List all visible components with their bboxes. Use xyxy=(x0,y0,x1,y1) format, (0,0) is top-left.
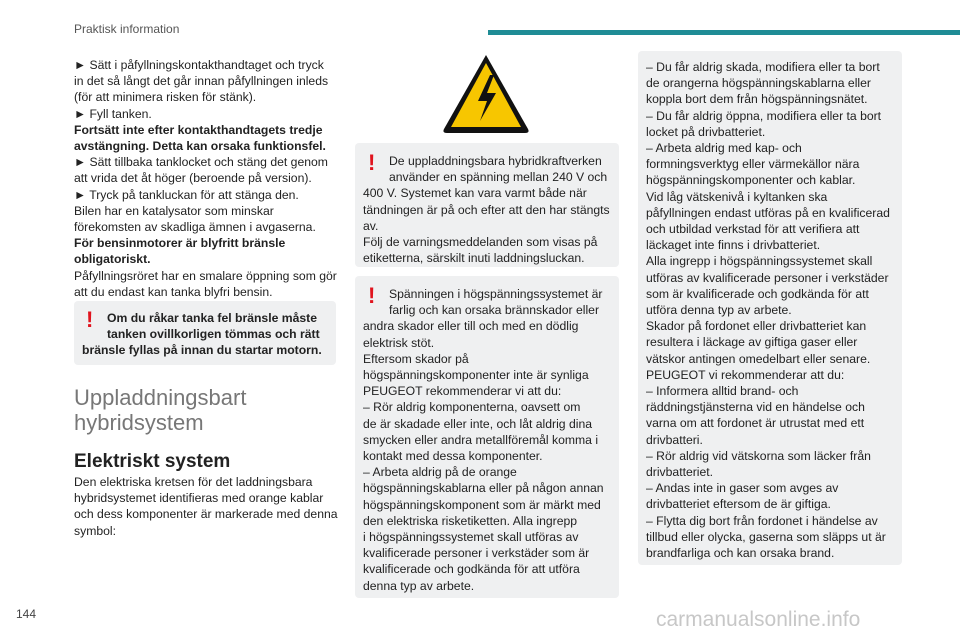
warning-line: 400 V. Systemet kan vara varmt både när xyxy=(363,186,587,201)
page-number: 144 xyxy=(16,607,37,621)
warning-line: Följ de varningsmeddelanden som visas på xyxy=(363,235,598,250)
text-line: – Rör aldrig vid vätskorna som läcker från xyxy=(646,448,871,463)
text-line: ► Fyll tanken. xyxy=(74,106,152,121)
warning-line: – Rör aldrig komponenterna, oavsett om xyxy=(363,400,581,415)
warning-line: smycken eller andra metallföremål komma i xyxy=(363,432,599,447)
electric-system-body xyxy=(74,474,344,539)
section-heading-line: hybridsystem xyxy=(74,410,204,435)
exclamation-icon: ! xyxy=(86,307,94,332)
text-line: ► Sätt i påfyllningskontakthandtaget och tryck xyxy=(74,58,324,72)
warning-line: av. xyxy=(363,218,379,233)
warning-line: PEUGEOT rekommenderar vi att du: xyxy=(363,384,562,399)
warning-line: De uppladdningsbara hybridkraftverken xyxy=(389,154,602,168)
text-line: formningsverktyg eller värmekällor nära xyxy=(646,157,860,172)
text-line: Vid låg vätskenivå i kyltanken ska xyxy=(646,189,828,204)
hv-danger-warning-text xyxy=(363,286,615,594)
text-line: – Arbeta aldrig med kap- och xyxy=(646,141,802,156)
warning-line: den elektriska risketiketten. Alla ingrepp xyxy=(363,513,578,528)
bold-line: obligatoriskt. xyxy=(74,252,151,267)
text-line: varna om att fordonet är utrustat med ett xyxy=(646,416,865,431)
text-line: PEUGEOT vi rekommenderar att du: xyxy=(646,367,845,382)
bold-line: avstängning. Detta kan orsaka funktionsfel. xyxy=(74,139,326,154)
voltage-warning-text xyxy=(363,153,615,266)
warning-line: de är skadade eller inte, och låt aldrig dina xyxy=(363,416,592,431)
text-line: hybridsystemet identifieras med orange kablar xyxy=(74,491,324,506)
text-line: Påfyllningsröret har en smalare öppning som gör xyxy=(74,268,337,283)
text-line: som är kvalificerade och godkända för att xyxy=(646,286,869,301)
warning-line: högspänningskablarna eller på någon annan xyxy=(363,481,604,496)
bold-line: För bensinmotorer är blyfritt bränsle xyxy=(74,236,286,251)
text-line: in det så långt det går innan påfyllningen inleds xyxy=(74,74,329,89)
warning-line: högspänningskomponent som är märkt med xyxy=(363,497,601,512)
warning-line: andra skador eller till och med en dödlig xyxy=(363,319,579,334)
text-line: och dess komponenter är markerade med denna xyxy=(74,507,338,522)
warning-line: kontakt med dessa komponenter. xyxy=(363,449,543,464)
column-1-text xyxy=(74,57,344,300)
subheading: Elektriskt system xyxy=(74,451,231,472)
text-line: (för att minimera risken för stänk). xyxy=(74,90,257,105)
text-line: att vrida det åt höger (beroende på version). xyxy=(74,171,312,186)
warning-line: bränsle fyllas på innan du startar motorn. xyxy=(82,343,322,358)
text-line: och utbildad verkstad för att verifiera att xyxy=(646,222,860,237)
text-line: resultera i läckage av giftiga gaser eller xyxy=(646,335,858,350)
text-line: vätskor antingen omedelbart eller senare. xyxy=(646,351,871,366)
text-line: utföras av kvalificerade personer i verkstäder xyxy=(646,270,889,285)
fuel-warning-text xyxy=(82,310,334,359)
text-line: – Informera alltid brand- och xyxy=(646,384,799,399)
text-line: locket på drivbatteriet. xyxy=(646,124,766,139)
warning-line: Spänningen i högspänningssystemet är xyxy=(389,287,603,301)
text-line: Skador på fordonet eller drivbatteriet kan xyxy=(646,319,867,334)
header-accent-bar xyxy=(488,30,960,35)
hv-instructions-text xyxy=(646,59,898,561)
warning-line: kvalificerade personer i verkstäder som är xyxy=(363,546,590,561)
section-heading-line: Uppladdningsbart xyxy=(74,385,247,410)
bold-line: Fortsätt inte efter kontakthandtagets tredje xyxy=(74,122,323,137)
warning-line: tanken ovillkorligen tömmas och rätt xyxy=(107,327,320,342)
text-line: Bilen har en katalysator som minskar xyxy=(74,203,274,218)
text-line: koppla bort dem från högspänningsnätet. xyxy=(646,92,868,107)
exclamation-icon: ! xyxy=(368,150,376,175)
text-line: drivbatteri. xyxy=(646,432,703,447)
warning-line: i högspänningssystemet skall utföras av xyxy=(363,530,579,545)
text-line: – Du får aldrig öppna, modifiera eller ta bort xyxy=(646,108,882,123)
warning-line: använder en spänning mellan 240 V och xyxy=(389,170,608,185)
section-heading xyxy=(74,385,246,435)
warning-line: Om du råkar tanka fel bränsle måste xyxy=(107,311,317,325)
watermark: carmanualsonline.info xyxy=(656,608,861,631)
text-line: Alla ingrepp i högspänningssystemet skall xyxy=(646,254,873,269)
text-line: ► Sätt tillbaka tanklocket och stäng det genom xyxy=(74,155,328,170)
text-line: de orangerna högspänningskablarna eller xyxy=(646,76,871,91)
text-line: drivbatteriet. xyxy=(646,465,714,480)
text-line: att du endast kan tanka blyfri bensin. xyxy=(74,284,273,299)
warning-line: – Arbeta aldrig på de orange xyxy=(363,465,517,480)
warning-line: farlig och kan orsaka brännskador eller xyxy=(389,303,600,318)
warning-line: elektrisk stöt. xyxy=(363,335,435,350)
text-line: påfyllningen endast utföras på en kvalificerad xyxy=(646,205,890,220)
text-line: räddningstjänsterna vid en händelse och xyxy=(646,400,865,415)
warning-line: tändningen är på och efter att den har stängts xyxy=(363,202,610,217)
text-line: drivbatteriet eftersom de är giftiga. xyxy=(646,497,831,512)
text-line: utföra denna typ av arbete. xyxy=(646,303,792,318)
text-line: förekomsten av skadliga ämnen i avgaserna. xyxy=(74,220,316,235)
text-line: tillbud eller olycka, gaserna som släpps ut är xyxy=(646,529,886,544)
warning-line: kvalificerade och godkända för att utföra xyxy=(363,562,580,577)
running-header: Praktisk information xyxy=(74,22,180,36)
high-voltage-icon xyxy=(440,51,532,135)
text-line: brandfarliga och kan orsaka brand. xyxy=(646,546,835,561)
text-line: högspänningskomponenter och kablar. xyxy=(646,173,856,188)
exclamation-icon: ! xyxy=(368,283,376,308)
warning-line: denna typ av arbete. xyxy=(363,578,475,593)
text-line: läckaget inte finns i drivbatteriet. xyxy=(646,238,821,253)
warning-line: etiketterna, särskilt inuti laddningsluckan. xyxy=(363,251,585,266)
text-line: – Du får aldrig skada, modifiera eller ta bort xyxy=(646,60,880,74)
text-line: – Flytta dig bort från fordonet i händelse av xyxy=(646,513,878,528)
warning-line: Eftersom skador på xyxy=(363,351,469,366)
text-line: symbol: xyxy=(74,523,116,538)
text-line: Den elektriska kretsen för det laddningsbara xyxy=(74,475,313,489)
text-line: – Andas inte in gaser som avges av xyxy=(646,481,839,496)
text-line: ► Tryck på tankluckan för att stänga den. xyxy=(74,187,299,202)
warning-line: högspänningskomponenter inte är synliga xyxy=(363,368,589,383)
